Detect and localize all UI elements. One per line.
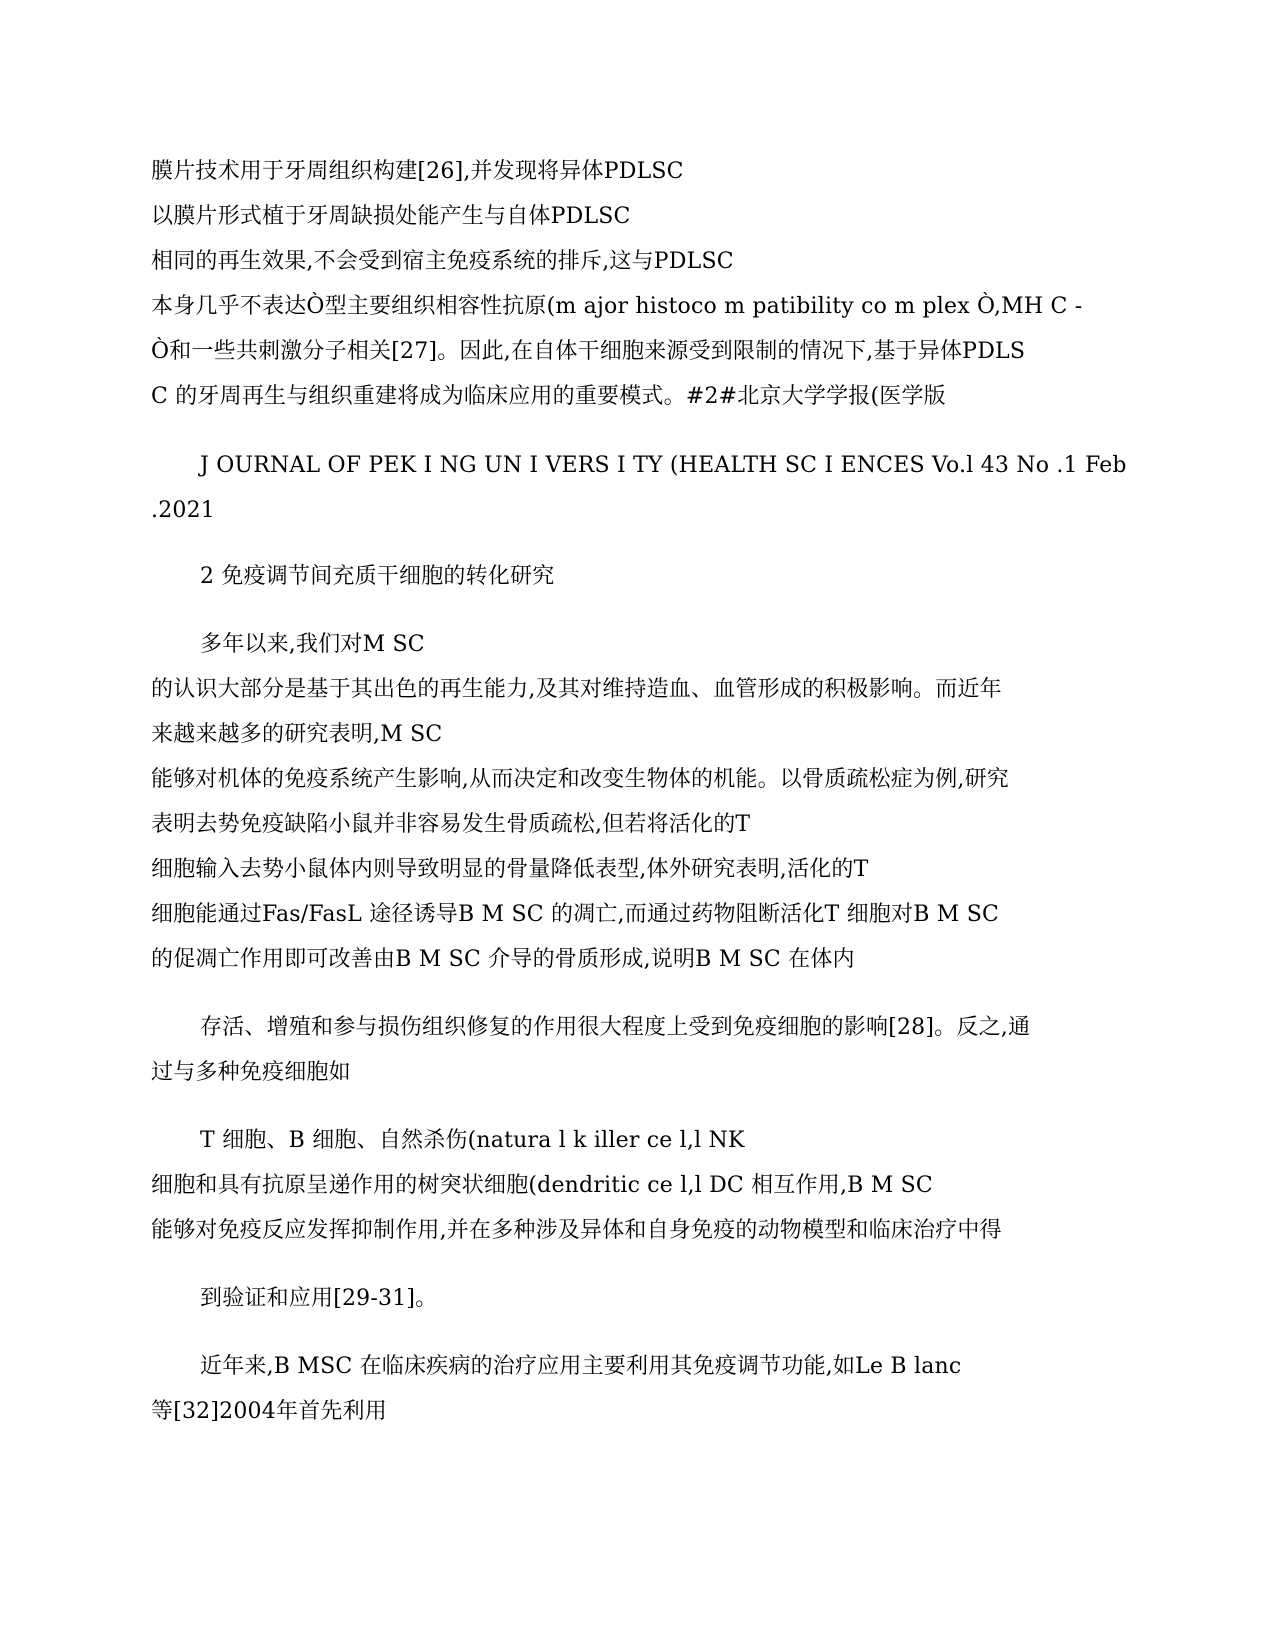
text-line: 膜片技术用于牙周组织构建[26],并发现将异体PDLSC: [151, 159, 684, 184]
text-line: 近年来,B MSC 在临床疾病的治疗应用主要利用其免疫调节功能,如Le B lanc: [200, 1354, 962, 1379]
text-line: 细胞能通过Fas/FasL 途径诱导B M SC 的凋亡,而通过药物阻断活化T 细胞对B M SC: [151, 902, 999, 927]
text-line: 细胞和具有抗原呈递作用的树突状细胞(dendritic ce l,l DC 相互作用,B M SC: [151, 1173, 933, 1198]
text-line: 能够对免疫反应发挥抑制作用,并在多种涉及异体和自身免疫的动物模型和临床治疗中得: [151, 1218, 1002, 1243]
journal-header-line: J OURNAL OF PEK I NG UN I VERS I TY (HEALTH SC I ENCES Vo.l 43 No .1 Feb: [200, 453, 1127, 478]
text-line: T 细胞、B 细胞、自然杀伤(natura l k iller ce l,l NK: [200, 1128, 745, 1153]
text-line: 本身几乎不表达Ò型主要组织相容性抗原(m ajor histoco m patibility co m plex Ò,MH C -: [151, 294, 1083, 319]
text-line: 来越来越多的研究表明,M SC: [151, 722, 443, 747]
text-line: Ò和一些共刺激分子相关[27]。因此,在自体干细胞来源受到限制的情况下,基于异体PDLS: [151, 339, 1026, 364]
text-line: 存活、增殖和参与损伤组织修复的作用很大程度上受到免疫细胞的影响[28]。反之,通: [200, 1015, 1031, 1040]
text-line: C 的牙周再生与组织重建将成为临床应用的重要模式。#2#北京大学学报(医学版: [151, 384, 946, 409]
text-line: 以膜片形式植于牙周缺损处能产生与自体PDLSC: [151, 204, 631, 229]
text-line: 的认识大部分是基于其出色的再生能力,及其对维持造血、血管形成的积极影响。而近年: [151, 677, 1002, 702]
text-line: 细胞输入去势小鼠体内则导致明显的骨量降低表型,体外研究表明,活化的T: [151, 857, 869, 882]
journal-header-line: .2021: [151, 498, 215, 523]
text-line: 表明去势免疫缺陷小鼠并非容易发生骨质疏松,但若将活化的T: [151, 812, 751, 837]
text-line: 相同的再生效果,不会受到宿主免疫系统的排斥,这与PDLSC: [151, 249, 734, 274]
text-line: 多年以来,我们对M SC: [200, 632, 425, 657]
text-line: 到验证和应用[29-31]。: [200, 1286, 438, 1311]
text-line: 能够对机体的免疫系统产生影响,从而决定和改变生物体的机能。以骨质疏松症为例,研究: [151, 767, 1009, 792]
section-heading: 2 免疫调节间充质干细胞的转化研究: [200, 564, 555, 589]
text-line: 过与多种免疫细胞如: [151, 1060, 351, 1085]
text-line: 的促凋亡作用即可改善由B M SC 介导的骨质形成,说明B M SC 在体内: [151, 947, 855, 972]
text-line: 等[32]2004年首先利用: [151, 1399, 387, 1424]
